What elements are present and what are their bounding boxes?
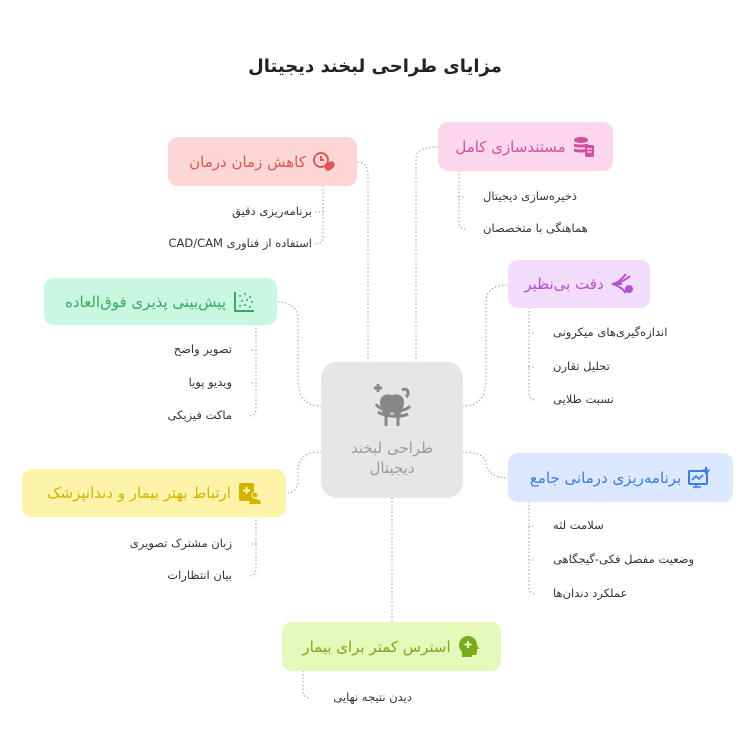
branch-unmatched-precision[interactable] xyxy=(508,260,650,308)
branch-label: پیش‌بینی پذیری فوق‌العاده xyxy=(65,292,226,311)
monitor-chart-plus-icon xyxy=(687,466,711,490)
child-item: ماکت فیزیکی xyxy=(167,408,232,422)
branch-complete-documentation[interactable] xyxy=(438,122,613,171)
child-item: سلامت لثه xyxy=(553,518,604,532)
child-item: تحلیل تقارن xyxy=(553,359,610,373)
branch-reduced-treatment-time[interactable] xyxy=(168,137,357,186)
central-topic[interactable] xyxy=(321,362,463,498)
doctor-patient-icon xyxy=(237,481,261,505)
branch-label: مستندسازی کامل xyxy=(455,137,566,156)
precision-waves-icon xyxy=(610,272,634,296)
branch-label: ارتباط بهتر بیمار و دندانپزشک xyxy=(47,484,231,502)
child-item: اندازه‌گیری‌های میکرونی xyxy=(553,325,668,339)
branch-less-patient-stress[interactable] xyxy=(282,622,501,671)
child-item: تصویر واضح xyxy=(173,342,232,356)
diagram-title: مزایای طراحی لبخند دیجیتال xyxy=(248,56,502,77)
child-item: عملکرد دندان‌ها xyxy=(553,586,628,600)
branch-label: استرس کمتر برای بیمار xyxy=(302,637,451,656)
database-document-icon xyxy=(572,135,596,159)
child-item: ویدیو پویا xyxy=(188,375,232,389)
branch-label: کاهش زمان درمان xyxy=(189,152,306,171)
branch-label: برنامه‌ریزی درمانی جامع xyxy=(529,468,682,487)
branch-label: دقت بی‌نظیر xyxy=(524,275,604,293)
child-item: هماهنگی با متخصصان xyxy=(483,221,588,235)
child-item: زبان مشترک تصویری xyxy=(129,536,232,550)
branch-predictability[interactable] xyxy=(44,278,277,325)
branch-comprehensive-treatment-planning[interactable] xyxy=(508,453,733,502)
child-item: استفاده از فناوری CAD/CAM xyxy=(168,236,312,250)
child-item: برنامه‌ریزی دقیق xyxy=(231,204,312,218)
child-item: ذخیره‌سازی دیجیتال xyxy=(483,189,577,203)
head-plus-icon xyxy=(457,635,481,659)
timer-pill-icon xyxy=(312,150,336,174)
child-item: دیدن نتیجه نهایی xyxy=(333,690,412,704)
central-topic-line1: طراحی لبخند xyxy=(350,438,434,457)
scatter-chart-icon xyxy=(232,290,256,314)
child-item: نسبت طلایی xyxy=(553,392,614,406)
child-item: بیان انتظارات xyxy=(167,568,232,582)
tooth-icon xyxy=(368,382,416,430)
branch-better-communication[interactable] xyxy=(22,469,286,517)
central-topic-line2: دیجیتال xyxy=(369,459,415,477)
child-item: وضعیت مفصل فکی-گیجگاهی xyxy=(553,552,695,566)
